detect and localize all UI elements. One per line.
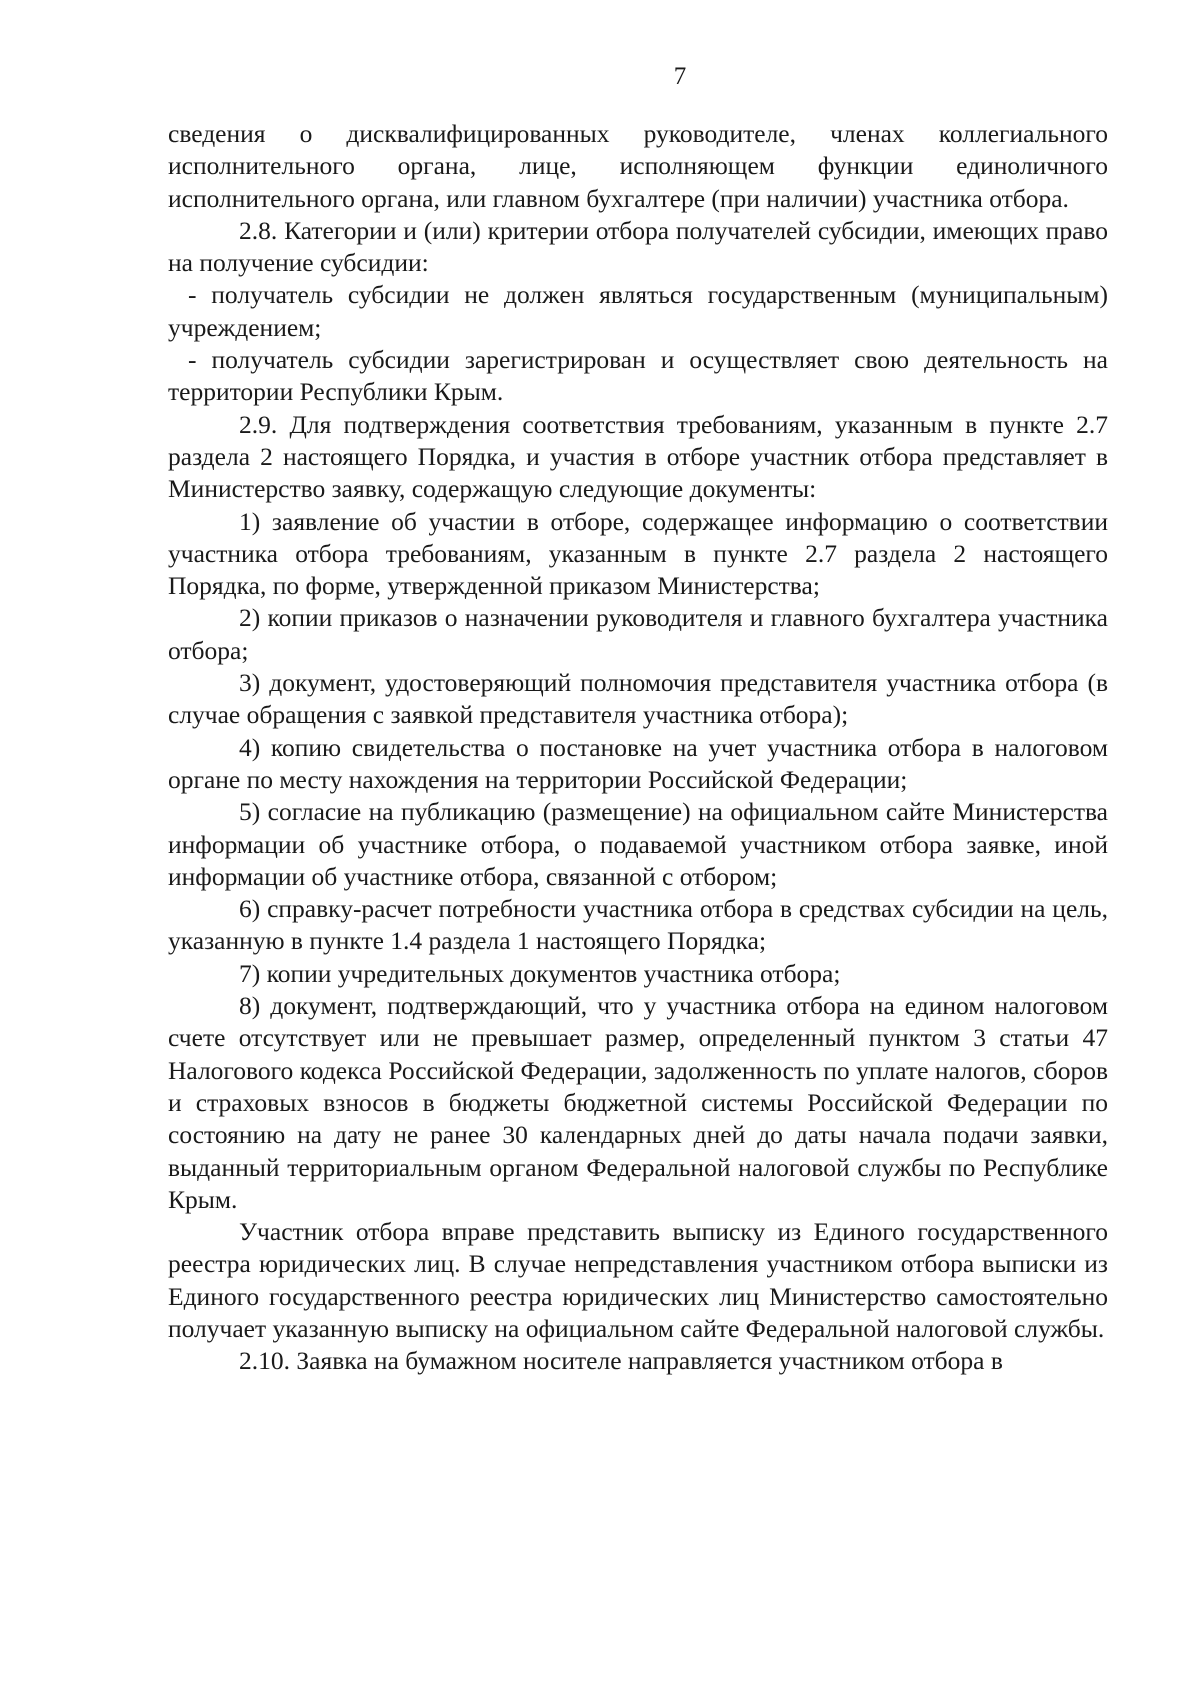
list-item-8: 8) документ, подтверждающий, что у участника отбора на едином налоговом счете отсутствует или не превышает размер, определенный пунктом 3 статьи 47 Налогового кодекса Российской Федерации, задолженность по уплате налогов, сборов и страховых взносов в бюджеты бюджетной системы Российской Федерации по состоянию на дату не ранее 30 календарных дней до даты начала подачи заявки, выданный территориальным органом Федеральной налоговой службы по Республике Крым.	[168, 991, 1108, 1214]
paragraph-egrul-extract: Участник отбора вправе представить выписку из Единого государственного реестра юридических лиц. В случае непредставления участником отбора выписки из Единого государственного реестра юридических лиц Министерство самостоятельно получает указанную выписку на официальном сайте Федеральной налоговой службы.	[168, 1217, 1108, 1343]
list-item-7: 7) копии учредительных документов участника отбора;	[239, 958, 841, 988]
paragraph-2-9: 2.9. Для подтверждения соответствия требованиям, указанным в пункте 2.7 раздела 2 настоящего Порядка, и участия в отборе участник отбора представляет в Министерство заявку, содержащую следующие документы:	[168, 409, 1108, 504]
paragraph-2-10: 2.10. Заявка на бумажном носителе направляется участником отбора в	[239, 1346, 1003, 1376]
paragraph-2-8-bullet-1: - получатель субсидии не должен являться государственным (муниципальным) учреждением;	[168, 280, 1108, 342]
list-item-3: 3) документ, удостоверяющий полномочия представителя участника отбора (в случае обращения с заявкой представителя участника отбора);	[168, 668, 1108, 730]
paragraph-continuation: сведения о дисквалифицированных руководителе, членах коллегиального исполнительного органа, лице, исполняющем функции единоличного исполнительного органа, или главном бухгалтере (при наличии) участника отбора.	[168, 119, 1108, 213]
page-number: 7	[673, 63, 687, 90]
paragraph-2-8-bullet-2: - получатель субсидии зарегистрирован и осуществляет свою деятельность на территории Республики Крым.	[168, 345, 1108, 407]
document-body	[168, 118, 1108, 1378]
list-item-2: 2) копии приказов о назначении руководителя и главного бухгалтера участника отбора;	[168, 603, 1108, 665]
paragraph-2-8: 2.8. Категории и (или) критерии отбора получателей субсидии, имеющих право на получение субсидии:	[168, 215, 1108, 278]
list-item-5: 5) согласие на публикацию (размещение) на официальном сайте Министерства информации об участнике отбора, о подаваемой участником отбора заявке, иной информации об участнике отбора, связанной с отбором;	[168, 797, 1108, 891]
list-item-6: 6) справку-расчет потребности участника отбора в средствах субсидии на цель, указанную в пункте 1.4 раздела 1 настоящего Порядка;	[168, 894, 1108, 956]
list-item-4: 4) копию свидетельства о постановке на учет участника отбора в налоговом органе по месту нахождения на территории Российской Федерации;	[168, 732, 1108, 794]
list-item-1: 1) заявление об участии в отборе, содержащее информацию о соответствии участника отбора требованиям, указанным в пункте 2.7 раздела 2 настоящего Порядка, по форме, утвержденной приказом Министерства;	[168, 506, 1108, 601]
